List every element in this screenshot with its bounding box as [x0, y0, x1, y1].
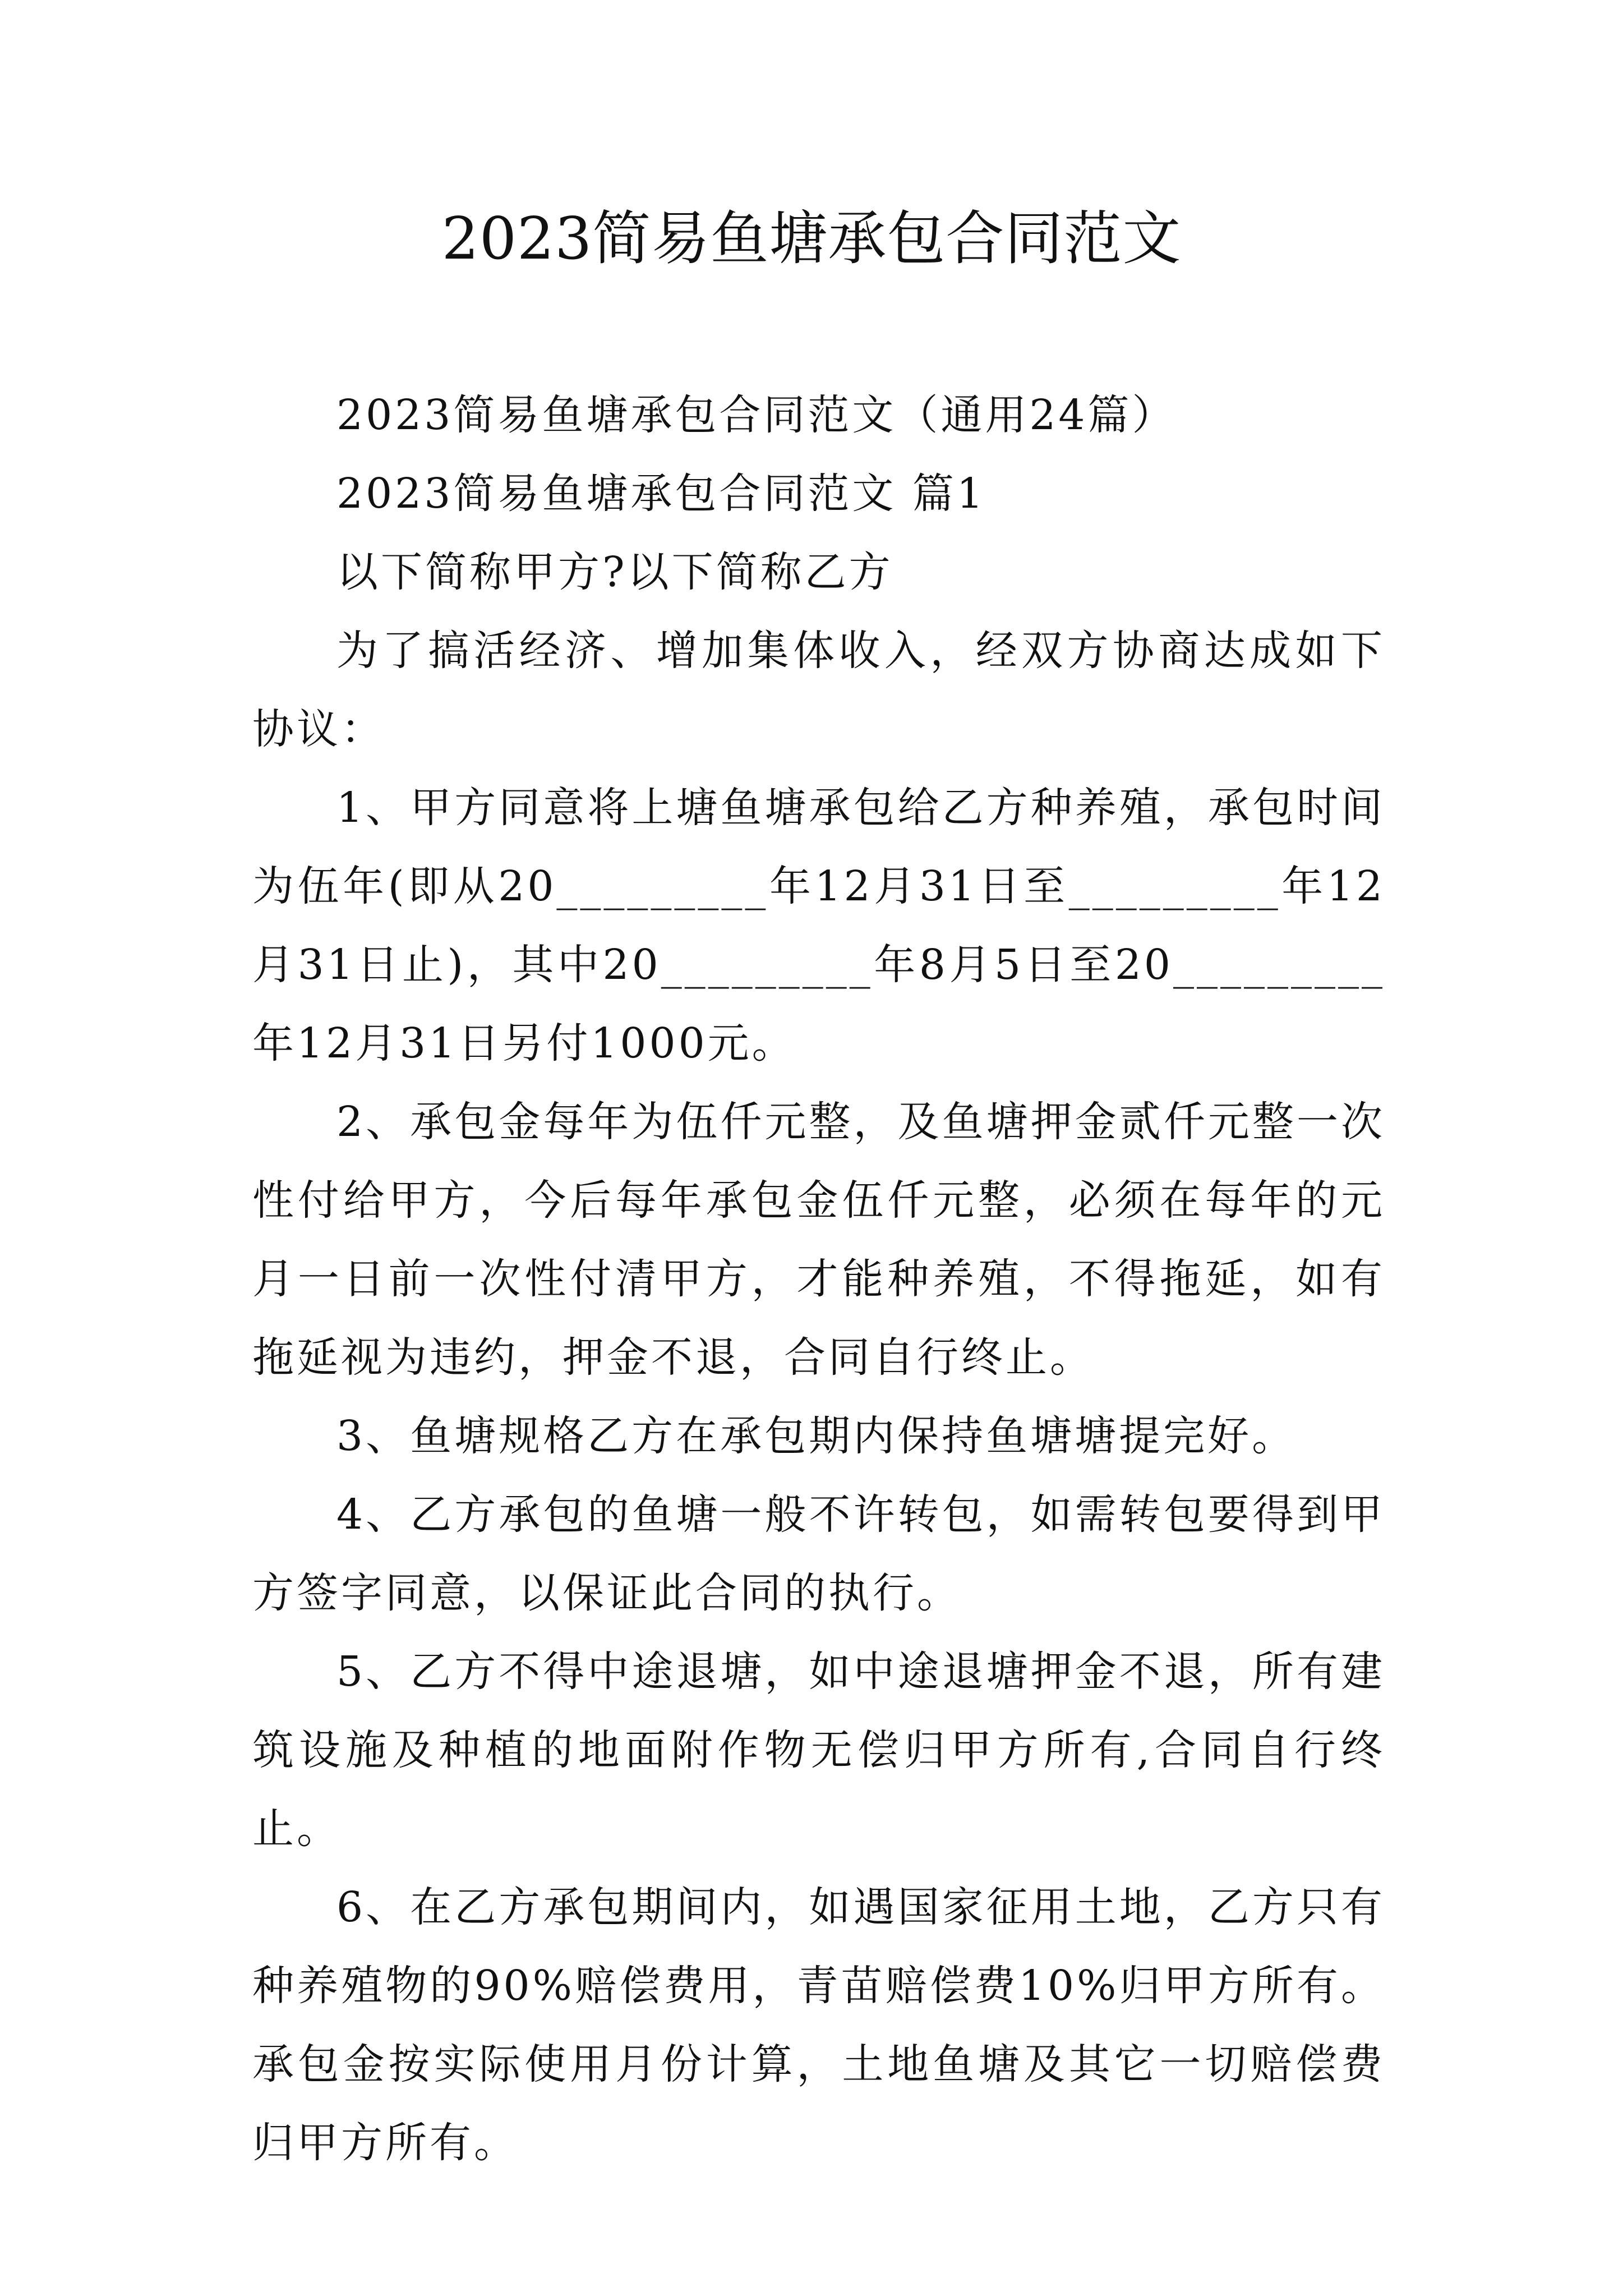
paragraph-clause-1: 1、甲方同意将上塘鱼塘承包给乙方种养殖，承包时间为伍年(即从20_________年12月31日至_________年12月31日止)，其中20_________年8月5日至20_________年12月31日另付1000元。: [252, 784, 1385, 1068]
paragraph-subtitle: 2023简易鱼塘承包合同范文（通用24篇）: [336, 391, 1177, 439]
paragraph-parties: 以下简称甲方?以下简称乙方: [336, 548, 893, 596]
paragraph-clause-5: 5、乙方不得中途退塘，如中途退塘押金不退，所有建筑设施及种植的地面附作物无偿归甲方所有,合同自行终止。: [252, 1648, 1385, 1853]
paragraph-section-heading: 2023简易鱼塘承包合同范文 篇1: [336, 470, 986, 518]
paragraph-clause-6: 6、在乙方承包期间内，如遇国家征用土地，乙方只有种养殖物的90%赔偿费用，青苗赔偿费10%归甲方所有。承包金按实际使用月份计算，土地鱼塘及其它一切赔偿费归甲方所有。: [252, 1883, 1385, 2167]
paragraph-intro: 为了搞活经济、增加集体收入，经双方协商达成如下协议：: [252, 627, 1385, 753]
paragraph-clause-4: 4、乙方承包的鱼塘一般不许转包，如需转包要得到甲方签字同意，以保证此合同的执行。: [252, 1490, 1385, 1617]
document-title: 2023简易鱼塘承包合同范文: [441, 204, 1182, 273]
paragraph-clause-3: 3、鱼塘规格乙方在承包期内保持鱼塘塘提完好。: [336, 1412, 1297, 1460]
paragraph-clause-2: 2、承包金每年为伍仟元整，及鱼塘押金贰仟元整一次性付给甲方，今后每年承包金伍仟元整，必须在每年的元月一日前一次性付清甲方，才能种养殖，不得拖延，如有拖延视为违约，押金不退，合同自行终止。: [252, 1098, 1385, 1382]
document-body: [252, 376, 1385, 2182]
